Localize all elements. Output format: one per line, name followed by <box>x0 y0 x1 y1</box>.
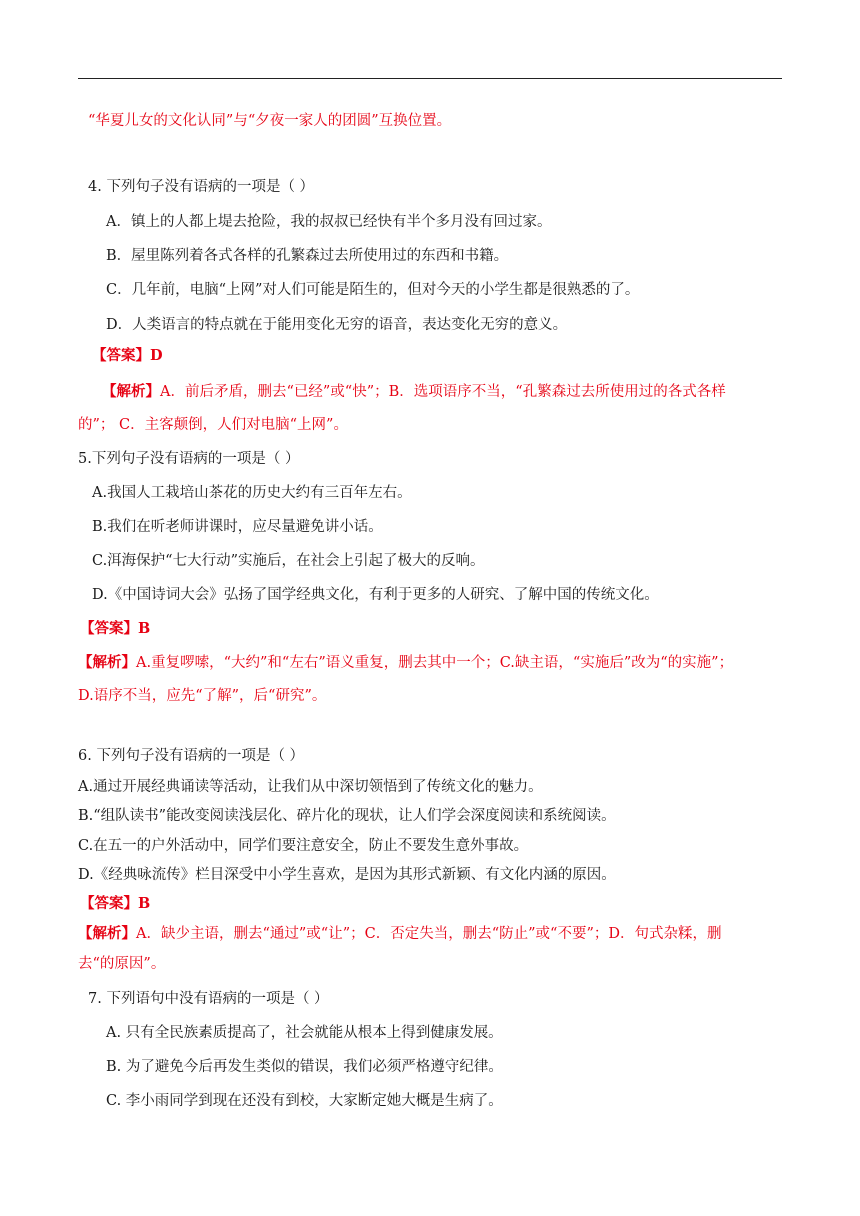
question-7-option-b: B. 为了避免今后再发生类似的错误，我们必须严格遵守纪律。 <box>106 1059 503 1075</box>
answer-label: 【答案】 <box>92 347 150 364</box>
question-5-analysis-line-1 <box>78 653 733 673</box>
question-5-stem: 5.下列句子没有语病的一项是（ ） <box>78 451 300 467</box>
question-4-option-c: C．几年前，电脑“上网”对人们可能是陌生的，但对今天的小学生都是很熟悉的了。 <box>106 282 640 298</box>
question-6-option-c: C.在五一的户外活动中，同学们要注意安全，防止不要发生意外事故。 <box>78 838 529 854</box>
question-4-analysis-line-2: 的”； C．主客颠倒，人们对电脑“上网”。 <box>78 417 348 433</box>
question-7-stem: 7. 下列语句中没有语病的一项是（ ） <box>88 991 329 1007</box>
answer-value: B <box>138 620 151 637</box>
header-rule <box>78 78 782 79</box>
question-6-option-d: D.《经典咏流传》栏目深受中小学生喜欢，是因为其形式新颖、有文化内涵的原因。 <box>78 867 616 883</box>
question-6-analysis-line-2: 去“的原因”。 <box>78 956 166 972</box>
question-4-option-a: A．镇上的人都上堤去抢险，我的叔叔已经快有半个多月没有回过家。 <box>106 214 552 230</box>
question-6-option-b: B.“组队读书”能改变阅读浅层化、碎片化的现状，让人们学会深度阅读和系统阅读。 <box>78 808 616 824</box>
question-5-option-d: D.《中国诗词大会》弘扬了国学经典文化，有利于更多的人研究、了解中国的传统文化。 <box>92 587 659 603</box>
answer-value: B <box>138 895 151 912</box>
question-6-option-a: A.通过开展经典诵读等活动，让我们从中深切领悟到了传统文化的魅力。 <box>78 779 543 795</box>
previous-answer-note: “华夏儿女的文化认同”与“夕夜一家人的团圆”互换位置。 <box>88 113 452 129</box>
question-5-answer <box>80 619 150 639</box>
question-6-stem: 6. 下列句子没有语病的一项是（ ） <box>78 748 305 764</box>
question-6-answer <box>80 894 150 914</box>
question-7-option-a: A. 只有全民族素质提高了，社会就能从根本上得到健康发展。 <box>106 1025 503 1041</box>
question-4-answer <box>92 346 163 366</box>
question-5-analysis-line-2: D.语序不当，应先“了解”，后“研究”。 <box>78 688 327 704</box>
question-4-stem: 4. 下列句子没有语病的一项是（ ） <box>88 179 315 195</box>
analysis-label: 【解析】 <box>78 925 136 942</box>
question-5-option-a: A.我国人工栽培山茶花的历史大约有三百年左右。 <box>92 485 412 501</box>
analysis-text: A.重复啰嗦，“大约”和“左右”语义重复，删去其中一个；C.缺主语，“实施后”改为“的实施”； <box>136 655 734 671</box>
question-5-option-c: C.洱海保护“七大行动”实施后，在社会上引起了极大的反响。 <box>92 553 485 569</box>
question-7-option-c: C. 李小雨同学到现在还没有到校，大家断定她大概是生病了。 <box>106 1093 503 1109</box>
answer-label: 【答案】 <box>80 620 138 637</box>
analysis-text: A．前后矛盾，删去“已经”或“快”；B．选项语序不当，“孔繁森过去所使用过的各式各样 <box>160 384 726 400</box>
answer-value: D <box>150 347 163 364</box>
question-4-option-d: D．人类语言的特点就在于能用变化无穷的语音，表达变化无穷的意义。 <box>106 317 568 333</box>
question-4-option-b: B．屋里陈列着各式各样的孔繁森过去所使用过的东西和书籍。 <box>106 248 509 264</box>
analysis-text: A．缺少主语，删去“通过”或“让”；C．否定失当，删去“防止”或“不要”；D．句式杂糅，删 <box>136 926 722 942</box>
answer-label: 【答案】 <box>80 895 138 912</box>
analysis-label: 【解析】 <box>78 654 136 671</box>
question-5-option-b: B.我们在听老师讲课时，应尽量避免讲小话。 <box>92 519 383 535</box>
question-6-analysis-line-1 <box>78 924 722 944</box>
question-4-analysis-line-1 <box>102 382 726 402</box>
analysis-label: 【解析】 <box>102 383 160 400</box>
